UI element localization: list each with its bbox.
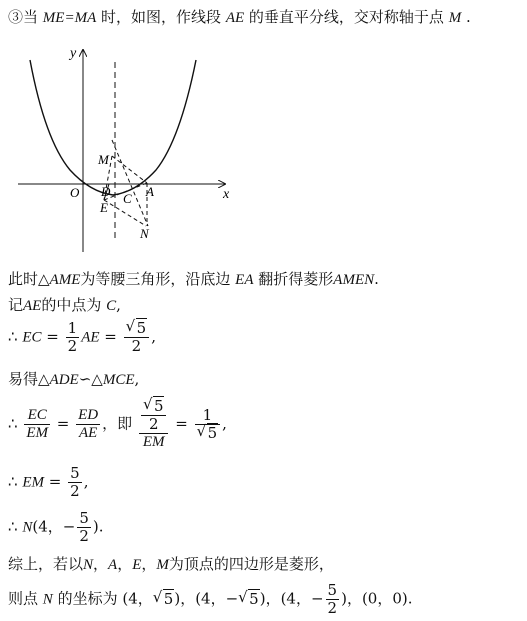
l1-pre: 此时△	[8, 270, 50, 288]
label-D: D	[101, 184, 111, 199]
l6-eq: =	[48, 472, 62, 491]
text-line-1	[8, 268, 379, 289]
l2-pt: C	[106, 298, 117, 314]
l6-therefore: ∴	[8, 472, 18, 491]
text-line-5	[8, 395, 227, 451]
l8-c3: ，	[141, 555, 157, 573]
l5-therefore: ∴	[8, 414, 18, 433]
l7-close: ).	[92, 517, 104, 536]
l9-p4: (0，0)	[361, 589, 408, 608]
label-E: E	[100, 200, 108, 215]
l5-frac-1-sqrt5: 1 √ 5	[195, 407, 221, 442]
l2-mid: 的中点为	[41, 296, 102, 314]
l3-lhs: EC	[22, 329, 42, 346]
label-M: M	[98, 152, 109, 167]
l1-triangle: AME	[49, 272, 81, 288]
l7-open: (4，−	[32, 517, 76, 536]
l1-rhombus: AMEN	[333, 272, 375, 288]
l9-p2-sqrt: √ 5	[238, 587, 259, 608]
l4-t1: ADE	[49, 372, 79, 388]
text-line-6	[8, 465, 88, 500]
l7-frac-5-2: $\frac{5}{2}$	[79, 509, 89, 545]
l8-c2: ，	[117, 555, 133, 573]
l1-mid: 为等腰三角形，沿底边	[80, 270, 231, 288]
l5-eq2: =	[175, 414, 188, 433]
label-C: C	[123, 191, 132, 206]
heading-line	[8, 6, 471, 27]
l2-pre: 记	[8, 296, 24, 314]
l8-c1: ，	[93, 555, 109, 573]
l4-end: ,	[134, 370, 140, 388]
text-line-2	[8, 294, 121, 315]
label-O: O	[70, 185, 80, 200]
l3-eq2: =	[104, 327, 117, 346]
l9-p3b: )，	[341, 589, 362, 608]
l5-eq: =	[56, 414, 70, 433]
parabola-curve	[30, 60, 196, 195]
l8-a: A	[108, 557, 118, 573]
l9-end: .	[407, 589, 413, 608]
l4-pre: 易得△	[8, 370, 50, 388]
l3-end: ,	[151, 327, 156, 346]
l9-p3-frac: $\frac{5}{2}$	[327, 581, 338, 617]
l5-compound-frac: √ 5 2 EM	[139, 398, 169, 451]
l8-m: M	[156, 557, 169, 573]
heading-point: M	[448, 10, 462, 26]
l8-n: N	[83, 557, 94, 573]
l9-p2a: (4，−	[195, 589, 239, 608]
text-line-4	[8, 368, 139, 389]
l3-ae: AE	[81, 329, 100, 346]
l9-p2b: )，	[259, 589, 281, 608]
l1-mid2: 翻折得菱形	[258, 270, 334, 288]
heading-segment: AE	[225, 10, 245, 26]
heading-text-1: 时，如图，作线段	[101, 8, 222, 26]
l9-p3a: (4，−	[280, 589, 324, 608]
l3-frac-sqrt5-2: √ 5 2	[124, 320, 150, 355]
l3-eq: =	[46, 327, 59, 346]
l6-frac-5-2: $\frac{5}{2}$	[70, 464, 80, 500]
l6-end: ,	[83, 472, 89, 491]
l8-e: E	[132, 557, 142, 573]
text-line-3	[8, 317, 156, 355]
l1-end: .	[374, 270, 379, 288]
l9-mid: 的坐标为	[57, 589, 118, 608]
axis-label-y: y	[70, 46, 77, 61]
text-line-8	[8, 553, 334, 574]
l9-n: N	[42, 591, 53, 608]
l8-post: 为顶点的四边形是菱形，	[168, 555, 334, 573]
l4-sim: ∽△	[78, 370, 103, 388]
l1-edge: EA	[235, 272, 254, 288]
heading-end: .	[466, 8, 471, 26]
parabola-figure	[10, 40, 260, 255]
l3-frac-half: $\frac{1}{2}$	[67, 319, 78, 355]
axis-label-x: x	[223, 187, 230, 202]
heading-marker: ③当	[8, 8, 39, 26]
label-A: A	[146, 184, 154, 199]
l4-t2: MCE	[102, 372, 135, 388]
text-line-9	[8, 582, 413, 617]
l5-end: ,	[222, 414, 227, 433]
label-N: N	[140, 226, 149, 241]
segment-MA	[112, 156, 147, 183]
l3-therefore: ∴	[8, 327, 18, 346]
l5-frac-ec-em: $\frac{EC}{EM}$	[26, 407, 48, 441]
l9-p1b: )，	[174, 589, 196, 608]
l7-point: N	[22, 519, 33, 536]
l8-pre: 综上，若以	[8, 555, 84, 573]
heading-text-2: 的垂直平分线，交对称轴于点	[248, 8, 444, 26]
heading-condition: ME=MA	[42, 10, 97, 26]
l6-lhs: EM	[22, 474, 44, 491]
l2-end: ,	[116, 296, 121, 314]
text-line-7	[8, 510, 103, 545]
l9-p1a: (4，	[122, 589, 153, 608]
l9-p1-sqrt: √ 5	[152, 587, 174, 608]
l2-seg: AE	[23, 298, 42, 314]
l5-frac-ed-ae: $\frac{ED}{AE}$	[78, 407, 99, 441]
l7-therefore: ∴	[8, 517, 18, 536]
l5-sep: ，即	[102, 414, 133, 433]
l9-pre: 则点	[8, 589, 39, 608]
